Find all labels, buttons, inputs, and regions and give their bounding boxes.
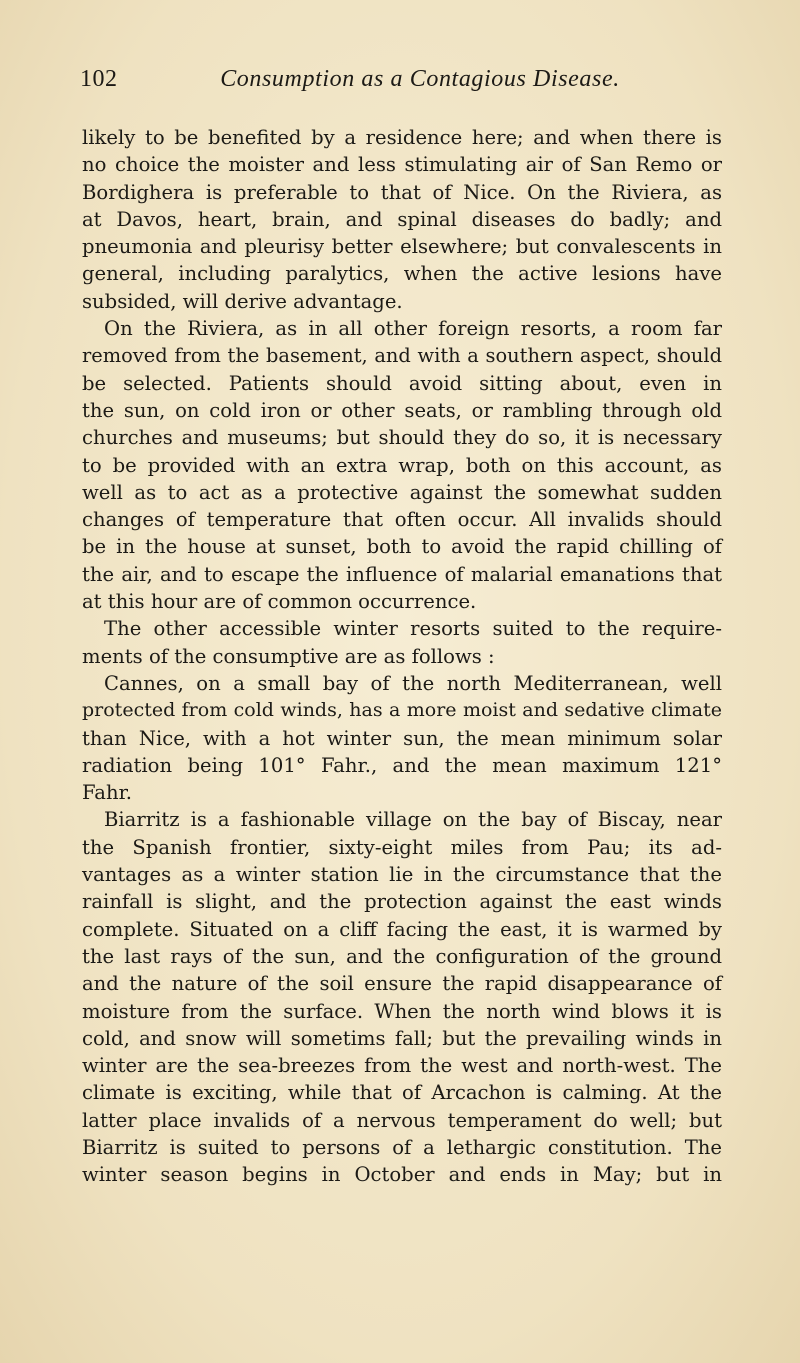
text-line: winter are the sea-breezes from the west and north-west. The bbox=[82, 1054, 722, 1078]
text-line: the last rays of the sun, and the configuration of the ground bbox=[82, 944, 722, 968]
text-line: well as to act as a protective against the somewhat sudden bbox=[82, 480, 722, 504]
text-line: the sun, on cold iron or other seats, or rambling through old bbox=[82, 398, 722, 422]
text-line: likely to be benefited by a residence here; and when there is bbox=[82, 126, 722, 149]
text-line: climate is exciting, while that of Arcachon is calming. At the bbox=[82, 1081, 722, 1105]
text-line: moisture from the surface. When the north wind blows it is bbox=[82, 999, 722, 1023]
text-line: latter place invalids of a nervous temperament do well; but bbox=[82, 1108, 722, 1132]
text-line: Biarritz is suited to persons of a lethargic constitution. The bbox=[82, 1135, 722, 1159]
text-line: protected from cold winds, has a more moist and sedative climate bbox=[82, 699, 722, 722]
running-title: Consumption as a Contagious Disease. bbox=[220, 66, 620, 92]
text-line: complete. Situated on a cliff facing the east, it is warmed by bbox=[82, 917, 722, 941]
text-line: subsided, will derive advantage. bbox=[82, 289, 403, 313]
text-line: the Spanish frontier, sixty-eight miles from Pau; its ad- bbox=[82, 835, 722, 859]
text-line: Cannes, on a small bay of the north Mediterranean, well bbox=[104, 671, 722, 695]
text-line: removed from the basement, and with a southern aspect, should bbox=[82, 344, 722, 368]
text-line: no choice the moister and less stimulating air of San Remo or bbox=[82, 153, 722, 177]
running-head bbox=[80, 66, 720, 100]
text-line: Bordighera is preferable to that of Nice. On the Riviera, as bbox=[82, 180, 722, 204]
text-line: radiation being 101° Fahr., and the mean maximum 121° bbox=[82, 753, 722, 777]
text-line: churches and museums; but should they do so, it is necessary bbox=[82, 426, 722, 450]
text-line: the air, and to escape the influence of malarial emanations that bbox=[82, 562, 722, 586]
text-line: be selected. Patients should avoid sitting about, even in bbox=[82, 371, 722, 395]
page-number: 102 bbox=[80, 66, 118, 92]
text-line: general, including paralytics, when the active lesions have bbox=[82, 262, 722, 286]
text-line: to be provided with an extra wrap, both on this account, as bbox=[82, 453, 722, 477]
text-line: ments of the consumptive are as follows : bbox=[82, 644, 495, 668]
text-line: and the nature of the soil ensure the rapid disappearance of bbox=[82, 972, 722, 996]
text-line: at this hour are of common occurrence. bbox=[82, 590, 477, 614]
text-line: at Davos, heart, brain, and spinal diseases do badly; and bbox=[82, 207, 722, 231]
text-line: be in the house at sunset, both to avoid the rapid chilling of bbox=[82, 535, 722, 559]
text-line: winter season begins in October and ends in May; but in bbox=[82, 1163, 722, 1187]
text-line: vantages as a winter station lie in the circumstance that the bbox=[82, 863, 722, 887]
text-line: cold, and snow will sometims fall; but the prevailing winds in bbox=[82, 1026, 722, 1050]
text-line: than Nice, with a hot winter sun, the mean minimum solar bbox=[82, 726, 722, 750]
text-line: pneumonia and pleurisy better elsewhere; but convalescents in bbox=[82, 235, 722, 259]
text-line: Fahr. bbox=[82, 781, 133, 805]
text-line: On the Riviera, as in all other foreign resorts, a room far bbox=[104, 317, 722, 341]
text-line: Biarritz is a fashionable village on the bay of Biscay, near bbox=[104, 808, 722, 832]
text-line: The other accessible winter resorts suited to the require- bbox=[104, 617, 722, 641]
text-line: rainfall is slight, and the protection against the east winds bbox=[82, 890, 722, 914]
text-line: changes of temperature that often occur. All invalids should bbox=[82, 508, 722, 532]
body-text bbox=[82, 124, 722, 1189]
